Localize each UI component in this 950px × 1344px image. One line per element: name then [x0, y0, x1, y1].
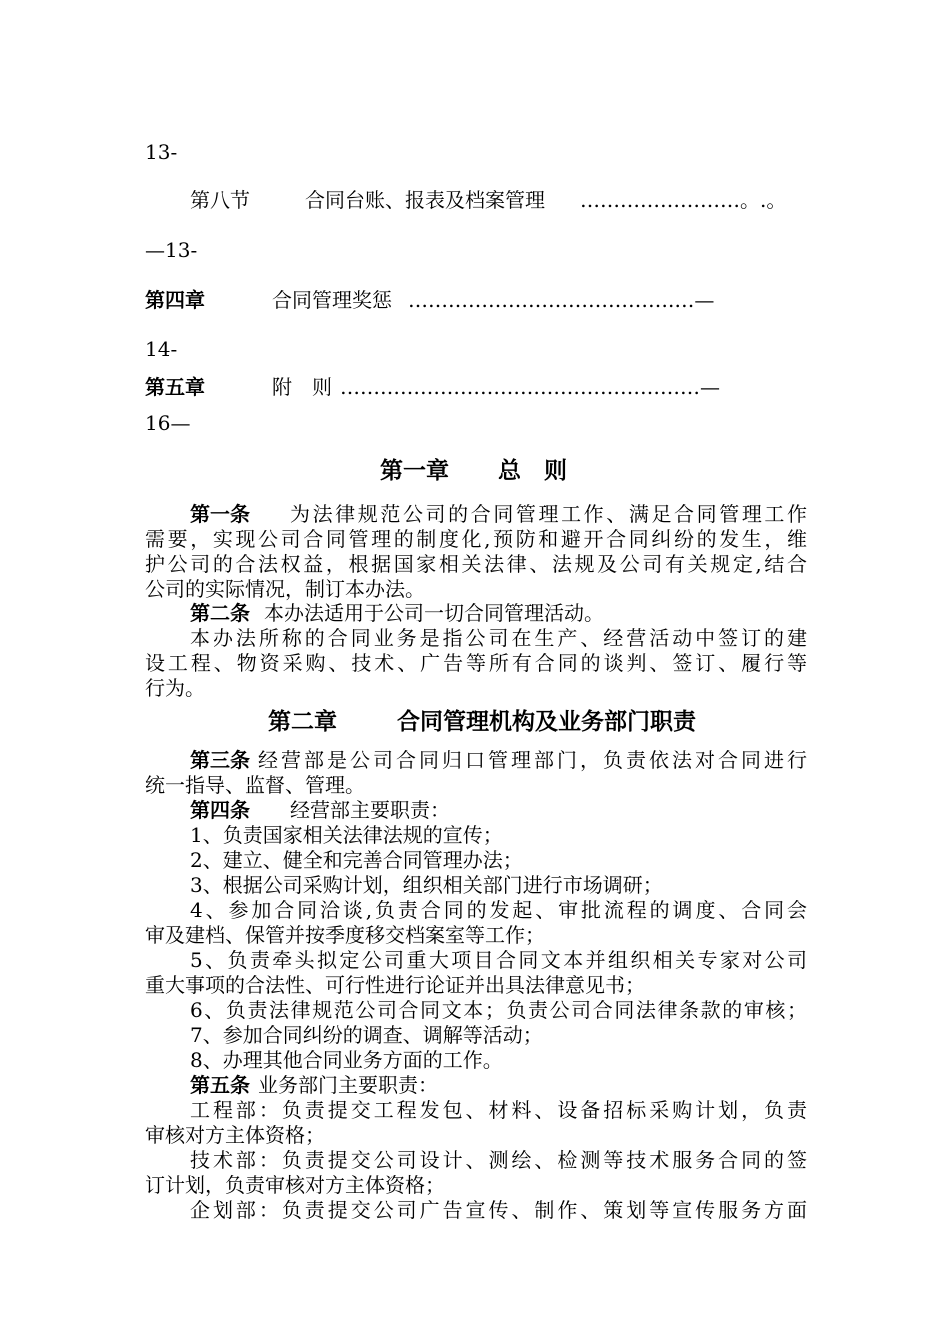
chapter-heading-number: 第一章 [380, 458, 449, 484]
article-label: 第一条 [190, 502, 250, 526]
list-item: 3、根据公司采购计划，组织相关部门进行市场调研； [190, 873, 663, 897]
paragraph-text: 设工程、物资采购、技术、广告等所有合同的谈判、签订、履行等 [145, 651, 807, 675]
paragraph-text: 行为。 [145, 676, 205, 700]
toc-chapter-label: 第四章 [145, 288, 205, 312]
article-label: 第三条 [190, 748, 250, 772]
chapter-heading-title: 合同管理机构及业务部门职责 [397, 709, 696, 735]
toc-chapter-label: 第五章 [145, 375, 205, 399]
paragraph-text: 技术部：负责提交公司设计、测绘、检测等技术服务合同的签 [190, 1148, 807, 1172]
article-text: 本办法适用于公司一切合同管理活动。 [264, 601, 604, 625]
toc-page-number: 14- [145, 337, 178, 361]
article-label: 第二条 [190, 601, 250, 625]
list-item: 5、负责牵头拟定公司重大项目合同文本并组织相关专家对公司 [190, 948, 807, 972]
article-text: 经营部主要职责： [290, 798, 450, 822]
article-text: 护公司的合法权益，根据国家相关法律、法规及公司有关规定,结合 [145, 552, 807, 576]
paragraph-text: 审核对方主体资格； [145, 1123, 325, 1147]
list-item: 4、参加合同洽谈,负责合同的发起、审批流程的调度、合同会 [190, 898, 807, 922]
paragraph-text: 本办法所称的合同业务是指公司在生产、经营活动中签订的建 [190, 626, 807, 650]
list-item: 2、建立、健全和完善合同管理办法； [190, 848, 523, 872]
chapter-heading-number: 第二章 [268, 709, 337, 735]
article-label: 第四条 [190, 798, 250, 822]
article-text: 统一指导、监督、管理。 [145, 773, 365, 797]
chapter-heading-title: 总 则 [498, 458, 567, 484]
article-text: 经营部是公司合同归口管理部门，负责依法对合同进行 [258, 748, 807, 772]
article-text: 需要，实现公司合同管理的制度化,预防和避开合同纠纷的发生，维 [145, 527, 807, 551]
article-text: 业务部门主要职责： [258, 1073, 438, 1097]
list-item: 1、负责国家相关法律法规的宣传； [190, 823, 503, 847]
article-text: 公司的实际情况，制订本办法。 [145, 577, 425, 601]
toc-chapter-title: 合同管理奖惩 [272, 288, 392, 312]
list-item: 7、参加合同纠纷的调查、调解等活动； [190, 1023, 543, 1047]
list-item: 审及建档、保管并按季度移交档案室等工作； [145, 923, 545, 947]
article-label: 第五条 [190, 1073, 250, 1097]
toc-leader: ……………………。.。 [580, 188, 787, 212]
article-text: 为法律规范公司的合同管理工作、满足合同管理工作 [290, 502, 807, 526]
toc-page-number: —13- [145, 238, 198, 262]
toc-chapter-title: 附 则 [272, 375, 332, 399]
paragraph-text: 企划部：负责提交公司广告宣传、制作、策划等宣传服务方面 [190, 1198, 807, 1222]
toc-page-number: 16— [145, 411, 191, 435]
toc-section-title: 合同台账、报表及档案管理 [305, 188, 545, 212]
list-item: 8、办理其他合同业务方面的工作。 [190, 1048, 503, 1072]
list-item: 6、负责法律规范公司合同文本；负责公司合同法律条款的审核； [190, 998, 807, 1022]
list-item: 重大事项的合法性、可行性进行论证并出具法律意见书； [145, 973, 645, 997]
toc-page-number: 13- [145, 140, 178, 164]
toc-leader: ………………………………….…— [408, 288, 715, 312]
paragraph-text: 订计划，负责审核对方主体资格； [145, 1173, 445, 1197]
paragraph-text: 工程部：负责提交工程发包、材料、设备招标采购计划，负责 [190, 1098, 807, 1122]
toc-section-label: 第八节 [190, 188, 250, 212]
toc-leader: ………………………………………………— [340, 375, 720, 399]
